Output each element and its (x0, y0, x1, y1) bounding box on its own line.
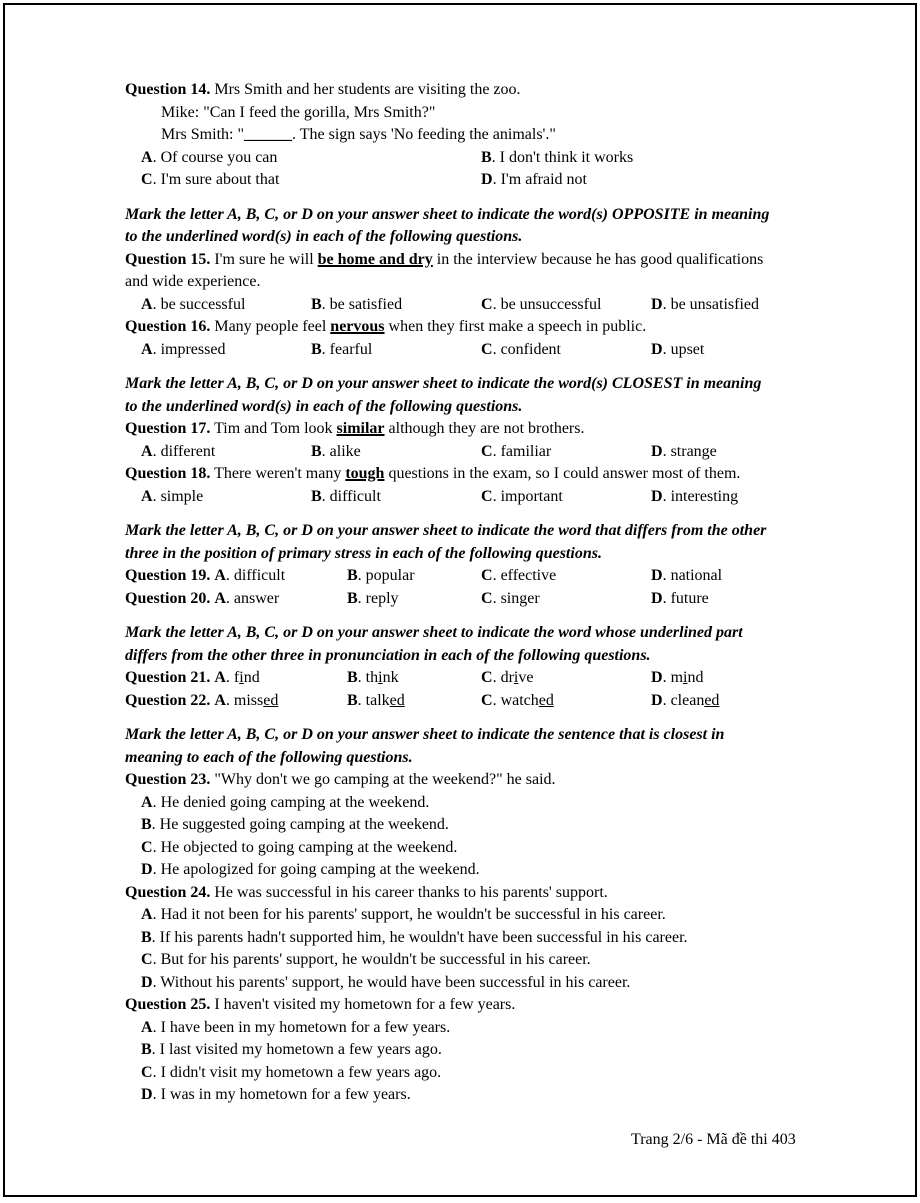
question-text: "Why don't we go camping at the weekend?" he said. (214, 771, 556, 788)
question-15-stem (125, 249, 810, 272)
question-label: Question 17. (125, 420, 211, 437)
question-text: and wide experience. (125, 273, 261, 290)
page-content (125, 79, 810, 1107)
option-b: B. be satisfied (311, 295, 403, 313)
option-a: Question 19. A. difficult (125, 567, 286, 584)
option-c: C. But for his parents' support, he wouldn't be successful in his career. (141, 951, 591, 968)
option-a: A. simple (141, 487, 204, 505)
underlined-phrase: be home and dry (317, 250, 433, 268)
option-b: B. talked (347, 691, 405, 709)
options-row (125, 486, 810, 509)
option-a: A. Of course you can (141, 148, 278, 166)
question-19-row (125, 565, 810, 588)
option-a: A. impressed (141, 340, 226, 358)
underlined-phrase: similar (336, 420, 385, 437)
option-a: Question 22. A. missed (125, 691, 279, 709)
question-text: Many people feel (214, 318, 327, 335)
question-label: Question 19. (125, 567, 211, 584)
question-text: Tim and Tom look (214, 420, 333, 437)
option-c: C. watched (481, 691, 554, 709)
option-c: C. familiar (481, 442, 552, 460)
option-b: B. think (347, 669, 399, 686)
question-label: Question 24. (125, 883, 211, 901)
underlined-part: ed (263, 691, 279, 709)
option-c: C. singer (481, 589, 540, 607)
option-d: D. mind (651, 669, 704, 686)
question-21-row (125, 667, 810, 690)
dialogue-text: . The sign says 'No feeding the animals'." (292, 126, 556, 143)
option-a: A. I have been in my hometown for a few years. (141, 1018, 451, 1036)
question-text: questions in the exam, so I could answer most of them. (388, 465, 741, 482)
question-20-row (125, 588, 810, 611)
question-text: I'm sure he will (214, 250, 314, 268)
section-instruction: Mark the letter A, B, C, or D on your answer sheet to indicate the word(s) OPPOSITE in meaning (125, 205, 770, 223)
dialogue-line: Mike: "Can I feed the gorilla, Mrs Smith?" (161, 103, 436, 121)
question-label: Question 18. (125, 465, 211, 482)
question-17-stem (125, 418, 810, 441)
section-instruction: Mark the letter A, B, C, or D on your answer sheet to indicate the word that differs from the other (125, 522, 767, 539)
question-text: although they are not brothers. (388, 420, 585, 437)
question-label: Question 14. (125, 81, 211, 98)
options-row (125, 339, 810, 362)
option-b: B. I don't think it works (481, 148, 634, 166)
answer-blank: ______ (244, 126, 292, 143)
options-row (125, 147, 810, 170)
option-a: A. be successful (141, 295, 246, 313)
option-a: A. different (141, 442, 216, 460)
section-instruction: Mark the letter A, B, C, or D on your answer sheet to indicate the word whose underlined part (125, 624, 743, 641)
option-b: B. If his parents hadn't supported him, he wouldn't have been successful in his career. (141, 928, 688, 946)
option-d: D. cleaned (651, 691, 720, 709)
option-b: B. difficult (311, 487, 381, 505)
option-d: D. strange (651, 442, 717, 460)
question-label: Question 23. (125, 771, 211, 788)
option-c: C. confident (481, 340, 561, 358)
dialogue-text: Mrs Smith: " (161, 126, 244, 143)
question-text: I haven't visited my hometown for a few years. (214, 996, 516, 1013)
question-label: Question 21. (125, 669, 211, 686)
section-instruction: three in the position of primary stress in each of the following questions. (125, 544, 602, 562)
question-14-stem (125, 79, 810, 102)
underlined-part: ed (704, 691, 720, 709)
question-label: Question 22. (125, 691, 211, 709)
question-25-stem (125, 994, 810, 1017)
exam-page (3, 3, 917, 1197)
option-b: B. popular (347, 567, 415, 584)
option-d: D. Without his parents' support, he would have been successful in his career. (141, 973, 631, 991)
section-instruction: to the underlined word(s) in each of the following questions. (125, 228, 523, 245)
question-text: Mrs Smith and her students are visiting the zoo. (214, 81, 521, 98)
option-d: D. upset (651, 340, 705, 358)
option-c: C. I'm sure about that (141, 171, 280, 188)
underlined-phrase: nervous (330, 318, 385, 335)
option-c: C. drive (481, 669, 534, 686)
option-c: C. He objected to going camping at the weekend. (141, 838, 458, 856)
option-a: A. He denied going camping at the weekend. (141, 793, 430, 811)
option-a: Question 20. A. answer (125, 589, 280, 607)
underlined-part: i (239, 669, 244, 686)
question-16-stem (125, 316, 810, 339)
option-b: B. fearful (311, 340, 373, 358)
underlined-part: i (683, 669, 688, 686)
question-label: Question 16. (125, 318, 211, 335)
option-d: D. He apologized for going camping at the weekend. (141, 861, 480, 878)
question-text: in the interview because he has good qualifications (436, 250, 764, 268)
option-a: A. Had it not been for his parents' support, he wouldn't be successful in his career. (141, 906, 666, 923)
underlined-part: ed (538, 691, 554, 709)
section-instruction: differs from the other three in pronunciation in each of the following questions. (125, 646, 651, 664)
option-d: D. I was in my hometown for a few years. (141, 1086, 411, 1103)
question-label: Question 15. (125, 250, 211, 268)
option-c: C. be unsuccessful (481, 295, 602, 313)
question-text: There weren't many (214, 465, 342, 482)
option-d: D. national (651, 567, 723, 584)
question-text: when they first make a speech in public. (388, 318, 647, 335)
option-b: B. reply (347, 589, 399, 607)
options-row (125, 169, 810, 192)
options-row (125, 441, 810, 464)
dialogue-line (125, 124, 810, 147)
question-label: Question 20. (125, 589, 211, 607)
question-22-row (125, 690, 810, 713)
section-instruction: Mark the letter A, B, C, or D on your answer sheet to indicate the sentence that is closest in (125, 726, 725, 743)
option-b: B. I last visited my hometown a few years ago. (141, 1041, 442, 1058)
question-text: He was successful in his career thanks to his parents' support. (214, 883, 608, 901)
option-d: D. I'm afraid not (481, 171, 587, 188)
option-b: B. He suggested going camping at the weekend. (141, 816, 449, 833)
question-18-stem (125, 463, 810, 486)
underlined-part: ed (389, 691, 405, 709)
option-a: Question 21. A. find (125, 669, 260, 686)
underlined-part: i (513, 669, 519, 686)
section-instruction: meaning to each of the following questions. (125, 748, 413, 766)
option-c: C. I didn't visit my hometown a few years ago. (141, 1063, 442, 1081)
section-instruction: Mark the letter A, B, C, or D on your answer sheet to indicate the word(s) CLOSEST in meaning (125, 375, 762, 392)
page-footer: Trang 2/6 - Mã đề thi 403 (631, 1131, 796, 1148)
option-b: B. alike (311, 442, 361, 460)
underlined-part: i (378, 669, 383, 686)
question-24-stem (125, 882, 810, 905)
question-23-stem (125, 769, 810, 792)
option-d: D. interesting (651, 487, 739, 505)
section-instruction: to the underlined word(s) in each of the following questions. (125, 397, 523, 415)
option-c: C. effective (481, 567, 557, 584)
options-row (125, 294, 810, 317)
option-d: D. be unsatisfied (651, 295, 759, 313)
option-d: D. future (651, 589, 709, 607)
underlined-phrase: tough (345, 465, 385, 482)
question-label: Question 25. (125, 996, 211, 1013)
option-c: C. important (481, 487, 563, 505)
